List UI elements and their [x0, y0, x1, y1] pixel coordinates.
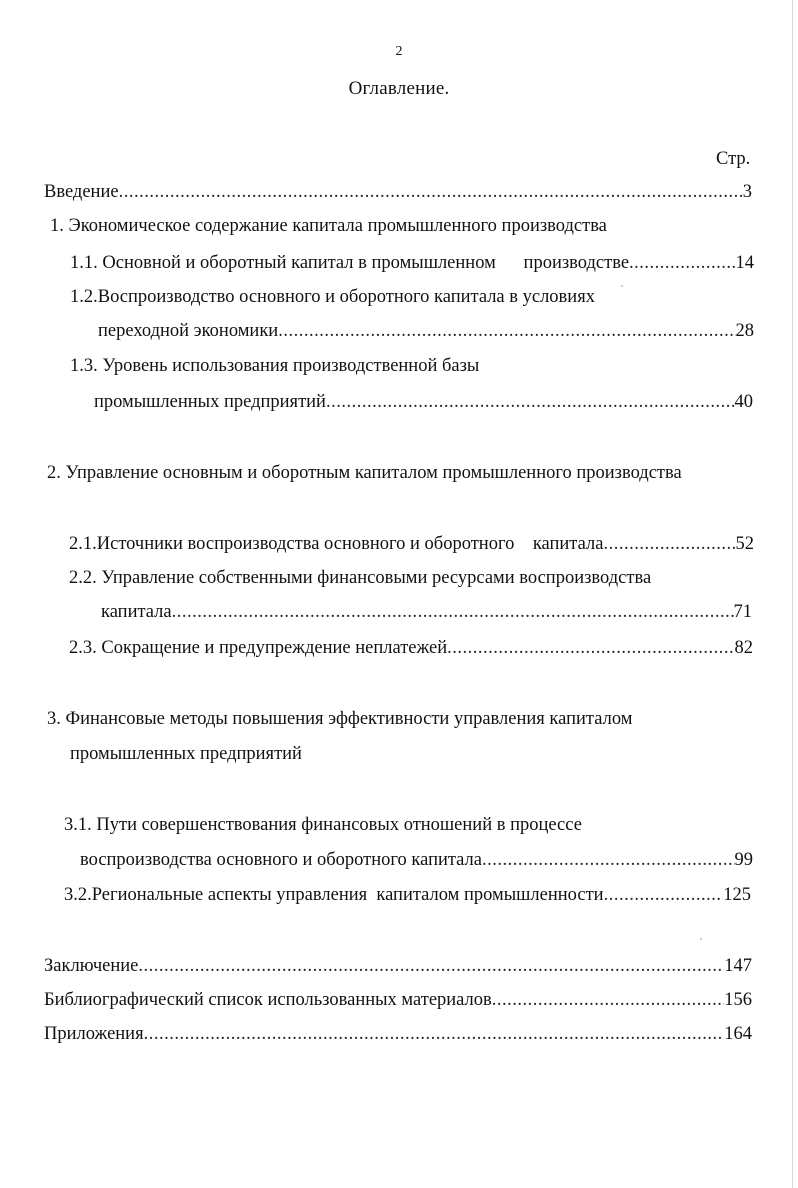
- toc-entry-page: 71: [733, 602, 752, 622]
- toc-entry-1-2[interactable]: [98, 320, 754, 342]
- toc-entry-2-1[interactable]: [69, 533, 754, 555]
- toc-entry-page: 40: [734, 392, 753, 412]
- toc-entry-page: 28: [735, 321, 754, 341]
- toc-entry-page: 52: [735, 534, 754, 554]
- toc-entry-3-2[interactable]: [64, 884, 751, 906]
- toc-entry-page: 156: [724, 990, 752, 1010]
- toc-entry-label: 2.3. Сокращение и предупреждение неплатежей: [69, 638, 448, 658]
- toc-entry-label: промышленных предприятий: [94, 392, 326, 412]
- page-number: 2: [395, 44, 403, 59]
- scan-speck: [700, 938, 702, 940]
- scan-speck: [621, 285, 623, 287]
- dot-leader: [447, 637, 734, 659]
- toc-entry-page: 125: [723, 885, 751, 905]
- toc-entry-label: 2.1.Источники воспроизводства основного и оборотного капитала: [69, 534, 604, 554]
- toc-entry-label: Заключение: [44, 956, 139, 976]
- toc-entry-page: 3: [742, 182, 752, 202]
- toc-entry-page: 14: [735, 253, 754, 273]
- dot-leader: [138, 955, 724, 977]
- toc-entry-label: Введение: [44, 182, 119, 202]
- dot-leader: [119, 181, 743, 203]
- dot-leader: [144, 1023, 725, 1045]
- toc-chapter-2[interactable]: 2. Управление основным и оборотным капиталом промышленного производства: [47, 463, 682, 483]
- toc-entry-label: Библиографический список использованных материалов: [44, 990, 492, 1010]
- toc-entry-bibliography[interactable]: [44, 989, 752, 1011]
- toc-chapter-3-line2[interactable]: промышленных предприятий: [70, 744, 302, 764]
- dot-leader: [603, 533, 735, 555]
- toc-entry-3-1-line1[interactable]: 3.1. Пути совершенствования финансовых отношений в процессе: [64, 815, 582, 835]
- toc-entry-label: 1.1. Основной и оборотный капитал в промышленном производстве: [70, 253, 630, 273]
- page-title: Оглавление.: [348, 78, 450, 99]
- toc-entry-page: 164: [724, 1024, 752, 1044]
- dot-leader: [278, 320, 735, 342]
- toc-entry-page: 82: [734, 638, 753, 658]
- toc-entry-appendix[interactable]: [44, 1023, 752, 1045]
- dot-leader: [326, 391, 735, 413]
- toc-entry-label: капитала: [101, 602, 172, 622]
- toc-entry-2-2[interactable]: [101, 601, 752, 623]
- dot-leader: [492, 989, 724, 1011]
- toc-entry-1-3-line1[interactable]: 1.3. Уровень использования производственной базы: [70, 356, 480, 376]
- page-column-label: Стр.: [716, 149, 751, 169]
- toc-entry-1-1[interactable]: [70, 252, 754, 274]
- toc-entry-1-2-line1[interactable]: 1.2.Воспроизводство основного и оборотного капитала в условиях: [70, 287, 595, 307]
- toc-entry-intro[interactable]: [44, 181, 752, 203]
- dot-leader: [482, 849, 735, 871]
- toc-entry-label: Приложения: [44, 1024, 144, 1044]
- toc-entry-1-3[interactable]: [94, 391, 753, 413]
- toc-entry-page: 99: [734, 850, 753, 870]
- toc-entry-page: 147: [724, 956, 752, 976]
- toc-entry-conclusion[interactable]: [44, 955, 752, 977]
- toc-chapter-3-line1[interactable]: 3. Финансовые методы повышения эффективности управления капиталом: [47, 709, 633, 729]
- toc-chapter-1[interactable]: 1. Экономическое содержание капитала промышленного производства: [50, 216, 607, 236]
- dot-leader: [604, 884, 724, 906]
- toc-entry-label: переходной экономики: [98, 321, 279, 341]
- scan-edge-line: [792, 0, 793, 1188]
- toc-entry-label: воспроизводства основного и оборотного капитала: [80, 850, 482, 870]
- toc-entry-label: 3.2.Региональные аспекты управления капиталом промышленности: [64, 885, 604, 905]
- toc-entry-2-3[interactable]: [69, 637, 753, 659]
- toc-entry-2-2-line1[interactable]: 2.2. Управление собственными финансовыми ресурсами воспроизводства: [69, 568, 652, 588]
- dot-leader: [172, 601, 734, 623]
- dot-leader: [629, 252, 735, 274]
- toc-entry-3-1[interactable]: [80, 849, 753, 871]
